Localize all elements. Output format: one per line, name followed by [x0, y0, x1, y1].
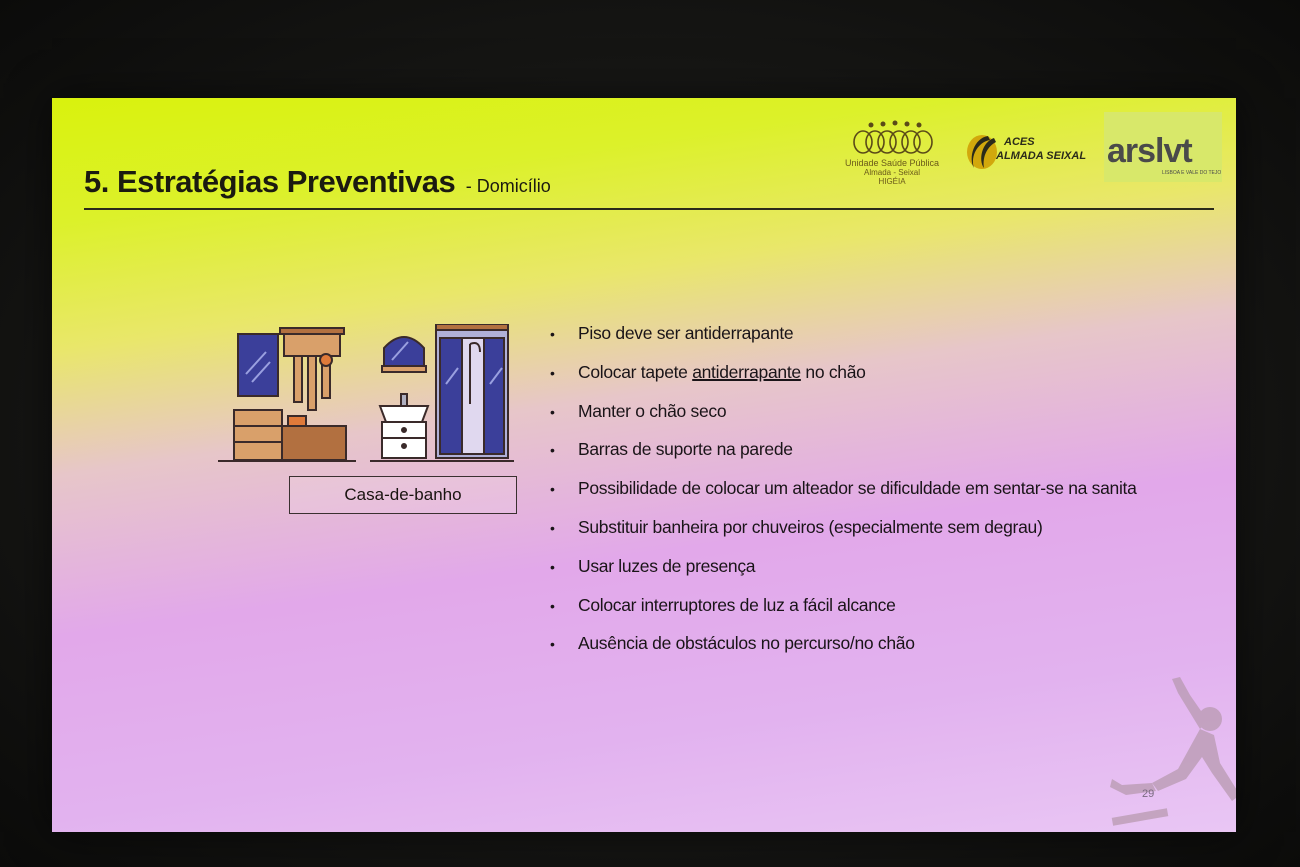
list-item [550, 435, 1137, 474]
slide-title-row [84, 164, 551, 200]
usp-logo-line3: HIGÉIA [878, 177, 906, 186]
bullet-icon: • [550, 636, 555, 653]
usp-logo [842, 120, 942, 186]
list-item [550, 513, 1137, 552]
aces-logo-line2: ALMADA SEIXAL [996, 150, 1087, 162]
list-item-text: Substituir banheira por chuveiros (especialmente sem degrau) [578, 516, 1043, 537]
list-item [550, 591, 1137, 630]
usp-logo-line1: Unidade Saúde Pública [844, 158, 940, 168]
list-item [550, 474, 1137, 513]
bullet-icon: • [550, 442, 555, 459]
presentation-slide [52, 98, 1236, 832]
list-item [550, 358, 1137, 397]
strategy-list [550, 319, 1137, 668]
list-item [550, 629, 1137, 668]
title-divider [84, 208, 1214, 210]
usp-logo-line2: Almada - Seixal [863, 168, 921, 177]
falling-person-icon [1082, 673, 1236, 832]
slide-title: 5. Estratégias Preventivas [84, 164, 456, 199]
bullet-icon: • [550, 481, 555, 498]
list-item-text: Usar luzes de presença [578, 555, 756, 576]
list-item-text: Piso deve ser antiderrapante [578, 323, 794, 343]
bullet-icon: • [550, 597, 555, 614]
list-item-text-post: no chão [800, 361, 866, 382]
slide-subtitle: - Domicílio [465, 176, 551, 196]
page-number: 29 [1142, 788, 1155, 800]
list-item-text: Colocar interruptores de luz a fácil alcance [578, 594, 896, 615]
arslvt-logo-word: arslvt [1107, 132, 1192, 170]
list-item-text: Possibilidade de colocar um alteador se dificuldade em sentar-se na sanita [578, 478, 1137, 499]
aces-logo [960, 124, 1088, 176]
list-item [550, 397, 1137, 436]
list-item-text: Ausência de obstáculos no percurso/no chão [578, 633, 915, 654]
bathroom-illustration [218, 324, 518, 470]
bullet-icon: • [550, 326, 555, 342]
usp-logo-mark [849, 120, 935, 156]
list-item [550, 552, 1137, 591]
illustration-caption: Casa-de-banho [289, 476, 517, 514]
list-item-text: Manter o chão seco [578, 400, 727, 421]
bullet-icon: • [550, 403, 555, 420]
list-item [550, 319, 1137, 358]
arslvt-logo-tagline: LISBOA E VALE DO TEJO [1162, 170, 1222, 176]
list-item-text: Barras de suporte na parede [578, 439, 793, 460]
bullet-icon: • [550, 364, 555, 381]
list-item-text-pre: Colocar tapete [578, 361, 693, 382]
list-item-text-underlined: antiderrapante [692, 361, 801, 382]
aces-logo-line1: ACES [1004, 136, 1035, 148]
bullet-icon: • [550, 519, 555, 536]
bullet-icon: • [550, 558, 555, 575]
arslvt-logo [1104, 112, 1222, 182]
